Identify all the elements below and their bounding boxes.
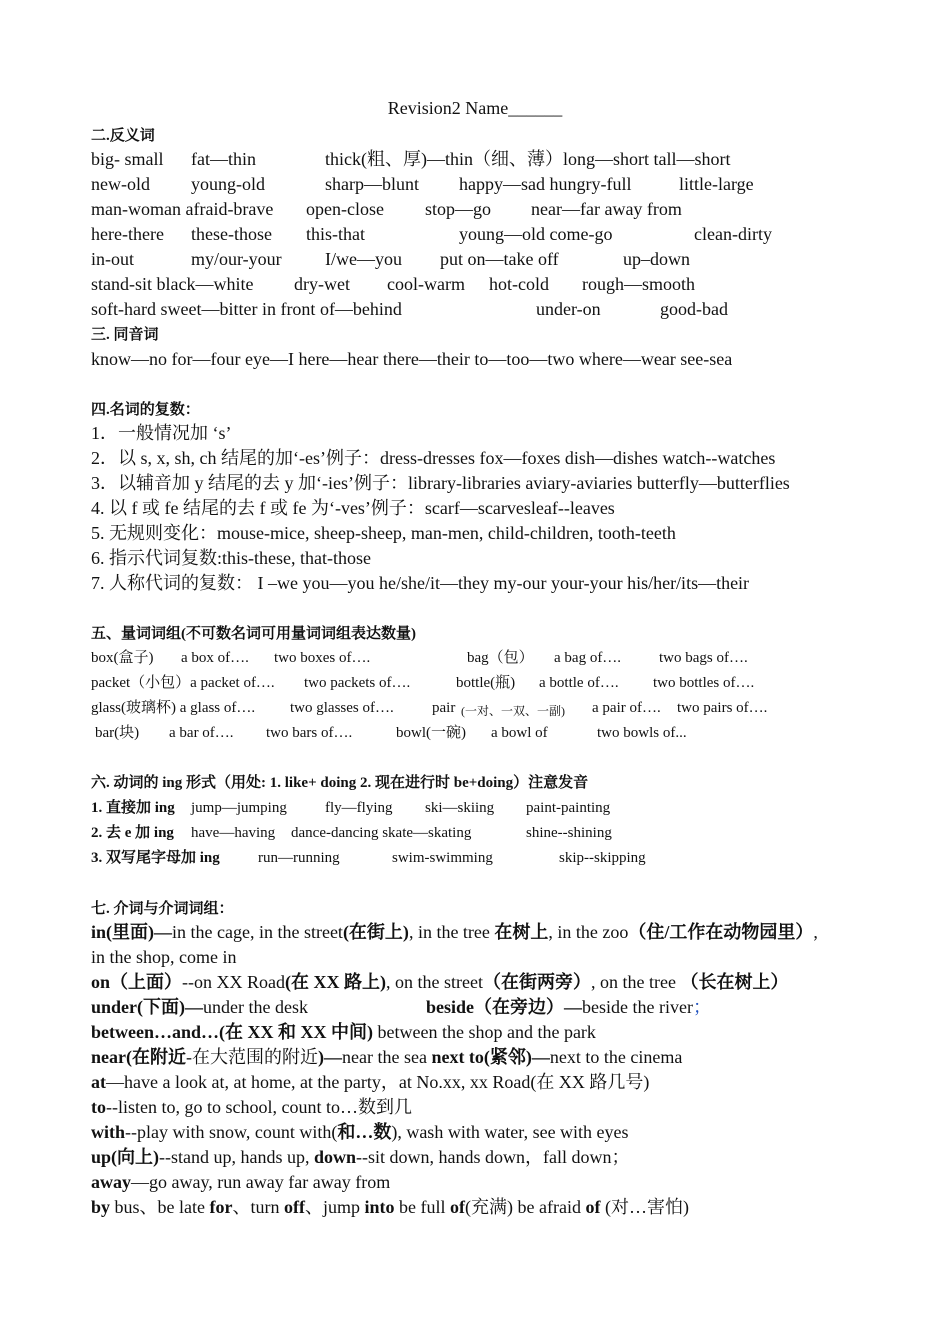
- antonym-pair: I/we—you: [325, 249, 402, 269]
- quantifiers-heading: 五、量词词组(不可数名词可用量词词组表达数量): [91, 626, 416, 642]
- quantifier-item: two bags of….: [659, 650, 748, 666]
- plural-rule: 4. 以 f 或 fe 结尾的去 f 或 fe 为‘-ves’例子：scarf—scarvesleaf--leaves: [91, 498, 615, 518]
- preposition-line: near(在附近-在大范围的附近)—near the sea next to(紧邻)—next to the cinema: [91, 1047, 683, 1067]
- ing-example: swim-swimming: [392, 850, 493, 866]
- antonym-pair: open-close: [306, 199, 384, 219]
- antonym-pair: stand-sit black—white: [91, 274, 254, 294]
- preposition-line: in(里面)—in the cage, in the street(在街上), in the tree 在树上, in the zoo（住/工作在动物园里）,: [91, 922, 818, 942]
- quantifier-item: bar(块): [95, 725, 140, 741]
- ing-rule: 2. 去 e 加 ing: [91, 825, 174, 841]
- quantifier-item: two pairs of….: [677, 700, 768, 716]
- quantifier-item: a bottle of….: [539, 675, 619, 691]
- antonym-pair: happy—sad hungry-full: [459, 174, 632, 194]
- antonym-pair: near—far away from: [531, 199, 682, 219]
- plural-rule: 2．以 s, x, sh, ch 结尾的加‘-es’例子：dress-dresses fox—foxes dish—dishes watch--watches: [91, 448, 776, 468]
- plural-rule: 7. 人称代词的复数： I –we you—you he/she/it—they my-our your-your his/her/its—their: [91, 573, 750, 593]
- quantifier-item: a bag of….: [554, 650, 622, 666]
- preposition-line: by bus、be late for、turn off、jump into be full of(充满) be afraid of (对…害怕): [91, 1197, 689, 1217]
- preposition-line: on（上面）--on XX Road(在 XX 路上), on the street（在街两旁）, on the tree （长在树上）: [91, 972, 789, 992]
- quantifier-item: two boxes of….: [274, 650, 371, 666]
- antonym-pair: put on—take off: [440, 249, 559, 269]
- antonym-pair: rough—smooth: [582, 274, 696, 294]
- quantifier-item: bowl(一碗): [396, 725, 466, 741]
- preposition-line: with--play with snow, count with(和…数), wash with water, see with eyes: [91, 1122, 629, 1142]
- preposition-line: in the shop, come in: [91, 947, 237, 967]
- quantifier-item: bag（包）: [467, 650, 534, 666]
- ing-heading: 六. 动词的 ing 形式（用处: 1. like+ doing 2. 现在进行时 be+doing）注意发音: [91, 775, 589, 791]
- ing-example: jump—jumping: [191, 800, 287, 816]
- antonym-pair: here-there: [91, 224, 164, 244]
- quantifier-item: a box of….: [181, 650, 249, 666]
- preposition-line: between…and…(在 XX 和 XX 中间) between the shop and the park: [91, 1022, 596, 1042]
- ing-example: paint-painting: [526, 800, 611, 816]
- antonym-pair: my/our-your: [191, 249, 282, 269]
- antonym-pair: young—old come-go: [459, 224, 613, 244]
- ing-example: have—having: [191, 825, 276, 841]
- ing-example: skip--skipping: [559, 850, 646, 866]
- antonym-pair: these-those: [191, 224, 272, 244]
- quantifier-item: a bowl of: [491, 725, 548, 741]
- homophones-line: know—no for—four eye—I here—hear there—their to—too—two where—wear see-sea: [91, 349, 733, 369]
- plurals-heading: 四.名词的复数：: [91, 402, 200, 418]
- antonym-pair: man-woman afraid-brave: [91, 199, 274, 219]
- antonym-pair: clean-dirty: [694, 224, 772, 244]
- quantifier-item: a pair of….: [592, 700, 661, 716]
- quantifier-item: two bottles of….: [653, 675, 755, 691]
- antonym-pair: thick(粗、厚)—thin（细、薄）long—short tall—short: [325, 149, 731, 169]
- antonym-pair: new-old: [91, 174, 150, 194]
- quantifier-item: packet（小包）a packet of….: [91, 675, 275, 691]
- plural-rule: 5. 无规则变化：mouse-mice, sheep-sheep, man-men, child-children, tooth-teeth: [91, 523, 676, 543]
- antonym-pair: soft-hard sweet—bitter in front of—behind: [91, 299, 402, 319]
- antonym-pair: hot-cold: [489, 274, 549, 294]
- quantifier-item: (一对、一双、一副): [461, 704, 565, 718]
- page-title: Revision2 Name______: [387, 98, 563, 118]
- document-page: Revision2 Name______ 二.反义词 big- small fat—thin thick(粗、厚)—thin（细、薄）long—short tall—short new-old young-old sharp—blunt happy—sad hungry-full little-large man-woman afraid-brave open-close stop—go near—far away from here-there these-those this-that young—old come-go clean-dirty in-out my/our-your I/we—you put on—take off up–down stand-sit black—white dry-wet cool-warm hot-cold rough—smooth soft-hard sweet—bitter in front of—behind under-on good-bad 三. 同音词 know—no for—four eye—I here—hear there—their to—too—two where—wear see-sea 四.名词的复数： 1．一般情况加 ‘s’ 2．以 s, x, sh, ch 结尾的加‘-es’例子：dress-dresses fox—foxes dish—dishes watch--watches 3．以辅音加 y 结尾的去 y 加‘-ies’例子：library-libraries aviary-aviaries butterfly—butterflies 4. 以 f 或 fe 结尾的去 f 或 fe 为‘-ves’例子：scarf—scarvesleaf--leaves 5. 无规则变化：mouse-mice, sheep-sheep, man-men, child-children, tooth-teeth 6. 指示代词复数:this-these, that-those 7. 人称代词的复数： I –we you—you he/she/it—they my-our your-your his/her/its—their 五、量词词组(不可数名词可用量词词组表达数量) box(盒子) a box of…. two boxes of…. bag（包） a bag of…. two bags of…. packet（小包）a packet of…. two packets of…. bottle(瓶) a bottle of…. two bottles of…. glass(玻璃杯) a glass of…. two glasses of…. pair (一对、一双、一副) a pair of…. two pairs of…. bar(块) a bar of…. two bars of…. bowl(一碗) a bowl of two bowls of... 六. 动词的 ing 形式（用处: 1. like+ doing 2. 现在进行时 be+doing）注意发音 1. 直接加 ing jump—jumping fly—flying ski—skiing paint-painting 2. 去 e 加 ing have—having dance-dancing skate—skating shine--shining 3. 双写尾字母加 ing run—running swim-swimming skip--skipping 七. 介词与介词词组： in(里面)—in the cage, in the street(在街上), in the tree 在树上, in the zoo（住/工作在动物园里）, in the shop, come in on（上面）--on XX Road(在 XX 路上), on the street（在街两旁）, on the tree （长在树上） under(下面)—under the desk beside（在旁边）—beside the river； between…and…(在 XX 和 XX 中间) between the shop and the park near(在附近-在大范围的附近)—near the sea next to(紧邻)—next to the cinema at—have a look at, at home, at the party，at No.xx, xx Road(在 XX 路几号) to--listen to, go to school, count to…数到几 with--play with snow, count with(和…数), wash with water, see with eyes up(向上)--stand up, hands up, down--sit down, hands down，fall down； away—go away, run away far away from by bus、be late for、turn off、jump into be full of(充满) be afraid of (对…害怕): [0, 0, 950, 1344]
- preposition-line: at—have a look at, at home, at the party，at No.xx, xx Road(在 XX 路几号): [91, 1072, 650, 1092]
- antonym-pair: good-bad: [660, 299, 728, 319]
- prepositions-heading: 七. 介词与介词词组：: [91, 901, 234, 917]
- ing-example: ski—skiing: [425, 800, 495, 816]
- antonym-pair: young-old: [191, 174, 265, 194]
- ing-rule: 3. 双写尾字母加 ing: [91, 850, 220, 866]
- ing-example: run—running: [258, 850, 340, 866]
- ing-rule: 1. 直接加 ing: [91, 800, 175, 816]
- antonym-pair: in-out: [91, 249, 134, 269]
- preposition-line: up(向上)--stand up, hands up, down--sit down, hands down，fall down；: [91, 1147, 630, 1167]
- quantifier-item: two packets of….: [304, 675, 411, 691]
- homophones-heading: 三. 同音词: [91, 327, 159, 343]
- ing-example: fly—flying: [325, 800, 393, 816]
- preposition-line: to--listen to, go to school, count to…数到几: [91, 1097, 412, 1117]
- plural-rule: 1．一般情况加 ‘s’: [91, 423, 232, 443]
- antonym-pair: this-that: [306, 224, 365, 244]
- quantifier-item: two bowls of...: [597, 725, 687, 741]
- antonym-pair: stop—go: [425, 199, 492, 219]
- quantifier-item: a bar of….: [169, 725, 234, 741]
- antonym-pair: dry-wet: [294, 274, 350, 294]
- antonym-pair: big- small: [91, 149, 164, 169]
- antonym-pair: little-large: [679, 174, 754, 194]
- quantifier-item: pair: [432, 700, 456, 716]
- antonym-pair: cool-warm: [387, 274, 465, 294]
- plural-rule: 6. 指示代词复数:this-these, that-those: [91, 548, 371, 568]
- quantifier-item: bottle(瓶): [456, 675, 516, 691]
- quantifier-item: box(盒子): [91, 650, 154, 666]
- antonyms-heading: 二.反义词: [91, 128, 155, 144]
- quantifier-item: glass(玻璃杯) a glass of….: [91, 700, 256, 716]
- preposition-line: away—go away, run away far away from: [91, 1172, 391, 1192]
- quantifier-item: two bars of….: [266, 725, 353, 741]
- ing-example: dance-dancing skate—skating: [291, 825, 472, 841]
- antonym-pair: under-on: [536, 299, 601, 319]
- plural-rule: 3．以辅音加 y 结尾的去 y 加‘-ies’例子：library-libraries aviary-aviaries butterfly—butterflies: [91, 473, 790, 493]
- antonym-pair: up–down: [623, 249, 690, 269]
- quantifier-item: two glasses of….: [290, 700, 394, 716]
- antonym-pair: sharp—blunt: [325, 174, 419, 194]
- ing-example: shine--shining: [526, 825, 612, 841]
- antonym-pair: fat—thin: [191, 149, 256, 169]
